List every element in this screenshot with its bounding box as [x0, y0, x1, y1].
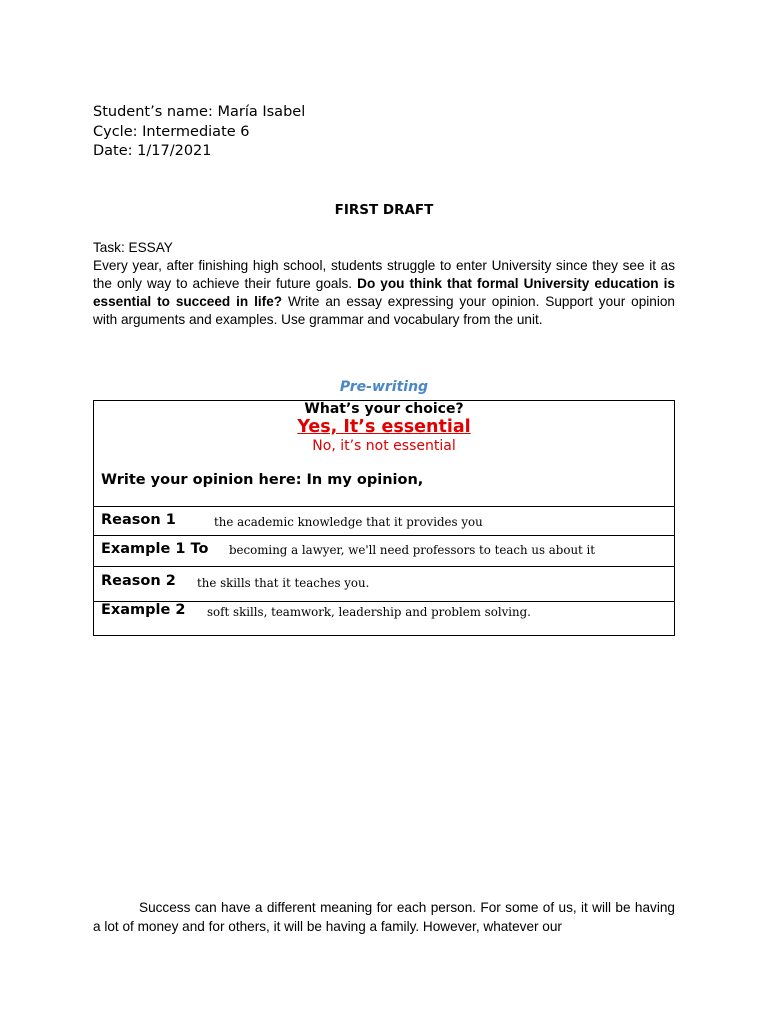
choice-row	[94, 401, 674, 507]
reason2-value: the skills that it teaches you.	[197, 576, 370, 590]
example2-value: soft skills, teamwork, leadership and problem solving.	[207, 605, 531, 619]
task-body	[93, 258, 675, 327]
reason1-value: the academic knowledge that it provides you	[214, 515, 483, 529]
example1-value: becoming a lawyer, we'll need professors to teach us about it	[229, 543, 596, 557]
task-instructions: Write an essay expressing your opinion. Support your opinion with arguments and examples. Use grammar and vocabulary from the unit.	[93, 294, 675, 327]
choice-yes: Yes, It’s essential	[297, 417, 471, 437]
task-intro: Every year, after finishing high school, students struggle to enter University since they see it as the only way to achieve their future goals.	[93, 258, 675, 291]
example1-label: Example 1 To	[101, 541, 209, 557]
student-name: Student’s name: María Isabel	[93, 104, 306, 120]
reason1-row	[94, 507, 674, 536]
example2-label: Example 2	[101, 602, 186, 618]
student-info	[93, 103, 305, 162]
essay-paragraph: Success can have a different meaning for each person. For some of us, it will be having a lot of money and for others, it will be having a family. However, whatever our	[93, 900, 675, 934]
page-title: FIRST DRAFT	[334, 202, 434, 218]
reason1-label: Reason 1	[101, 512, 176, 528]
reason2-label: Reason 2	[101, 573, 176, 589]
date: Date: 1/17/2021	[93, 143, 212, 159]
prewriting-heading: Pre-writing	[339, 379, 429, 395]
example1-row	[94, 536, 674, 567]
task-description	[93, 239, 675, 329]
cycle: Cycle: Intermediate 6	[93, 123, 250, 140]
choice-no: No, it’s not essential	[312, 438, 456, 454]
example2-row	[94, 602, 674, 635]
reason2-row	[94, 567, 674, 602]
opinion-label: Write your opinion here: In my opinion,	[101, 472, 424, 488]
task-question: Do you think that formal University education is essential to succeed in life?	[93, 276, 675, 309]
choice-question: What’s your choice?	[304, 401, 464, 417]
prewriting-table	[93, 400, 675, 636]
task-label: Task: ESSAY	[93, 240, 173, 255]
